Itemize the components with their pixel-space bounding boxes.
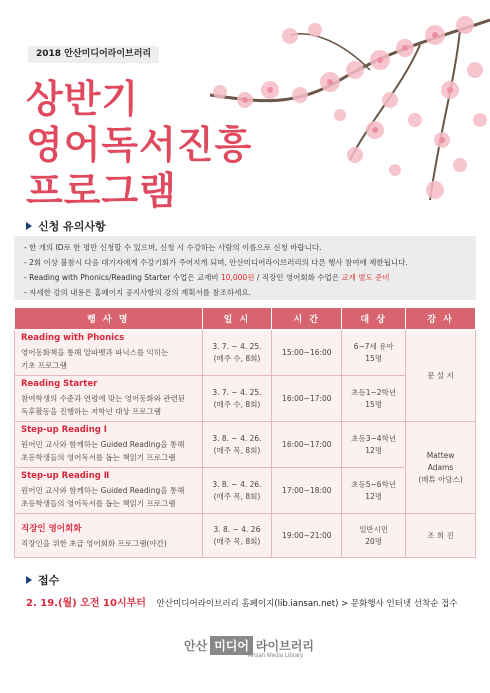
course-name: Step-up Reading Ⅰ [21, 425, 107, 435]
header-time: 시 간 [272, 308, 342, 330]
registration-info [26, 594, 458, 609]
course-desc: 영어동화책을 통해 알파벳과 파닉스를 익히는 [21, 348, 169, 357]
registration-heading-text: 접수 [38, 574, 60, 587]
notice-item-3: - 자세한 강의 내용은 홈페이지 공지사항의 강의 계획서를 참조하세요. [24, 288, 252, 297]
library-logo [184, 628, 344, 666]
date-schedule: (매주 목, 8회) [213, 536, 261, 546]
instructor-cell: 조 희 진 [406, 514, 476, 558]
program-table [14, 307, 476, 558]
course-name: 직장인 영어회화 [21, 523, 82, 534]
course-name: Reading with Phonics [21, 333, 125, 343]
fee-middle: / 직장인 영어회화 수업은 [254, 273, 342, 282]
target-cell [342, 468, 406, 514]
target-count: 15명 [365, 353, 383, 363]
year-badge: 2018 안산미디어라이브러리 [28, 46, 159, 63]
instructor-cell: 문 설 지 [406, 330, 476, 422]
target-cell [342, 330, 406, 376]
date-cell [202, 330, 272, 376]
logo-left: 안산 [184, 639, 208, 653]
table-row [15, 330, 476, 376]
date-schedule: (매주 목, 8회) [213, 491, 261, 501]
header-instructor: 강 사 [406, 308, 476, 330]
time-cell: 17:00~18:00 [272, 468, 342, 514]
course-cell [15, 422, 203, 468]
fee-note: 교재 별도 준비 [341, 273, 390, 282]
instructor-name-en-1: Mattew [426, 450, 455, 460]
title-line-1: 상반기 [26, 77, 140, 121]
course-name: Step-up Reading Ⅱ [21, 471, 110, 481]
title-line-3: 프로그램 [26, 169, 177, 213]
time-cell: 16:00~17:00 [272, 422, 342, 468]
date-range: 3. 7. ~ 4. 25. [212, 387, 262, 397]
date-schedule: (매주 수, 8회) [213, 399, 261, 409]
target-cell [342, 376, 406, 422]
course-desc: 독후활동을 진행하는 저학년 대상 프로그램 [21, 407, 161, 416]
logo-subtitle: Ansan Media Library [248, 653, 304, 659]
target-count: 20명 [365, 536, 383, 546]
table-row [15, 514, 476, 558]
course-desc: 직장인을 위한 초급 영어회화 프로그램(야간) [21, 538, 167, 548]
date-range: 3. 8. ~ 4. 26. [212, 433, 262, 443]
header-program: 행 사 명 [15, 308, 203, 330]
time-cell: 15:00~16:00 [272, 330, 342, 376]
course-desc: 초등학생들의 영어독서를 돕는 책읽기 프로그램 [21, 453, 176, 462]
target-group: 초등5~6학년 [351, 479, 397, 489]
course-name: Reading Starter [21, 379, 98, 389]
target-count: 12명 [365, 445, 383, 455]
course-desc: 초등학생들의 영어독서를 돕는 책읽기 프로그램 [21, 499, 176, 508]
target-count: 15명 [365, 399, 383, 409]
logo-right: 라이브러리 [255, 639, 314, 653]
notice-item-2: - 2회 이상 불참시 다음 대기자에게 수강기회가 주어지게 되며, 안산미디어라이브러리의 다른 행사 참여에 제한됩니다. [24, 258, 408, 267]
table-row [15, 422, 476, 468]
target-group: 일반시민 [359, 524, 389, 534]
registration-date: 2. 19.(월) 오전 10시부터 [26, 598, 146, 609]
logo-box: 미디어 [210, 636, 253, 655]
date-cell [202, 422, 272, 468]
time-cell: 19:00~21:00 [272, 514, 342, 558]
triangle-bullet-icon [26, 576, 32, 584]
notice-heading-text: 신청 유의사항 [38, 220, 106, 233]
course-cell [15, 376, 203, 422]
date-cell [202, 376, 272, 422]
header-target: 대 상 [342, 308, 406, 330]
date-cell [202, 514, 272, 558]
date-cell [202, 468, 272, 514]
header-date: 일 시 [202, 308, 272, 330]
notice-box [14, 236, 476, 300]
course-cell [15, 468, 203, 514]
notice-item-1: - 한 개의 ID로 한 명만 신청할 수 있으며, 신청 시 수강하는 사람의 이름으로 신청 바랍니다. [24, 243, 322, 252]
title-line-2: 영어독서진흥 [26, 123, 253, 167]
target-group: 초등3~4학년 [351, 433, 397, 443]
table-header-row [15, 308, 476, 330]
registration-detail: 안산미디어라이브러리 홈페이지(lib.iansan.net) > 문화행사 인터넷 선착순 접수 [156, 599, 458, 609]
instructor-name-en-2: Adams [427, 462, 454, 472]
course-cell [15, 330, 203, 376]
date-range: 3. 8. ~ 4. 26. [212, 479, 262, 489]
course-cell [15, 514, 203, 558]
time-cell: 16:00~17:00 [272, 376, 342, 422]
course-desc: 참여학생의 수준과 연령에 맞는 영어동화와 관련된 [21, 394, 186, 403]
date-schedule: (매주 목, 8회) [213, 445, 261, 455]
target-cell [342, 422, 406, 468]
fee-amount: 10,000원 [220, 273, 255, 282]
target-group: 초등1~2학년 [351, 387, 397, 397]
date-schedule: (매주 수, 8회) [213, 353, 261, 363]
registration-heading [26, 572, 59, 588]
date-range: 3. 7. ~ 4. 25. [212, 341, 262, 351]
course-desc: 원어민 교사와 함께하는 Guided Reading을 통해 [21, 486, 185, 495]
course-desc: 원어민 교사와 함께하는 Guided Reading을 통해 [21, 440, 185, 449]
notice-heading [26, 218, 106, 234]
instructor-name-ko: (매튜 아담스) [418, 474, 463, 484]
target-cell [342, 514, 406, 558]
fee-prefix: - Reading with Phonics/Reading Starter 수업은 교재비 [24, 273, 221, 282]
course-desc: 기초 프로그램 [21, 361, 67, 370]
notice-item-fee [24, 270, 466, 285]
target-count: 12명 [365, 491, 383, 501]
target-group: 6~7세 유아 [353, 341, 394, 351]
triangle-bullet-icon [26, 222, 32, 230]
date-range: 3. 8. ~ 4. 26 [213, 524, 261, 534]
instructor-cell [406, 422, 476, 514]
